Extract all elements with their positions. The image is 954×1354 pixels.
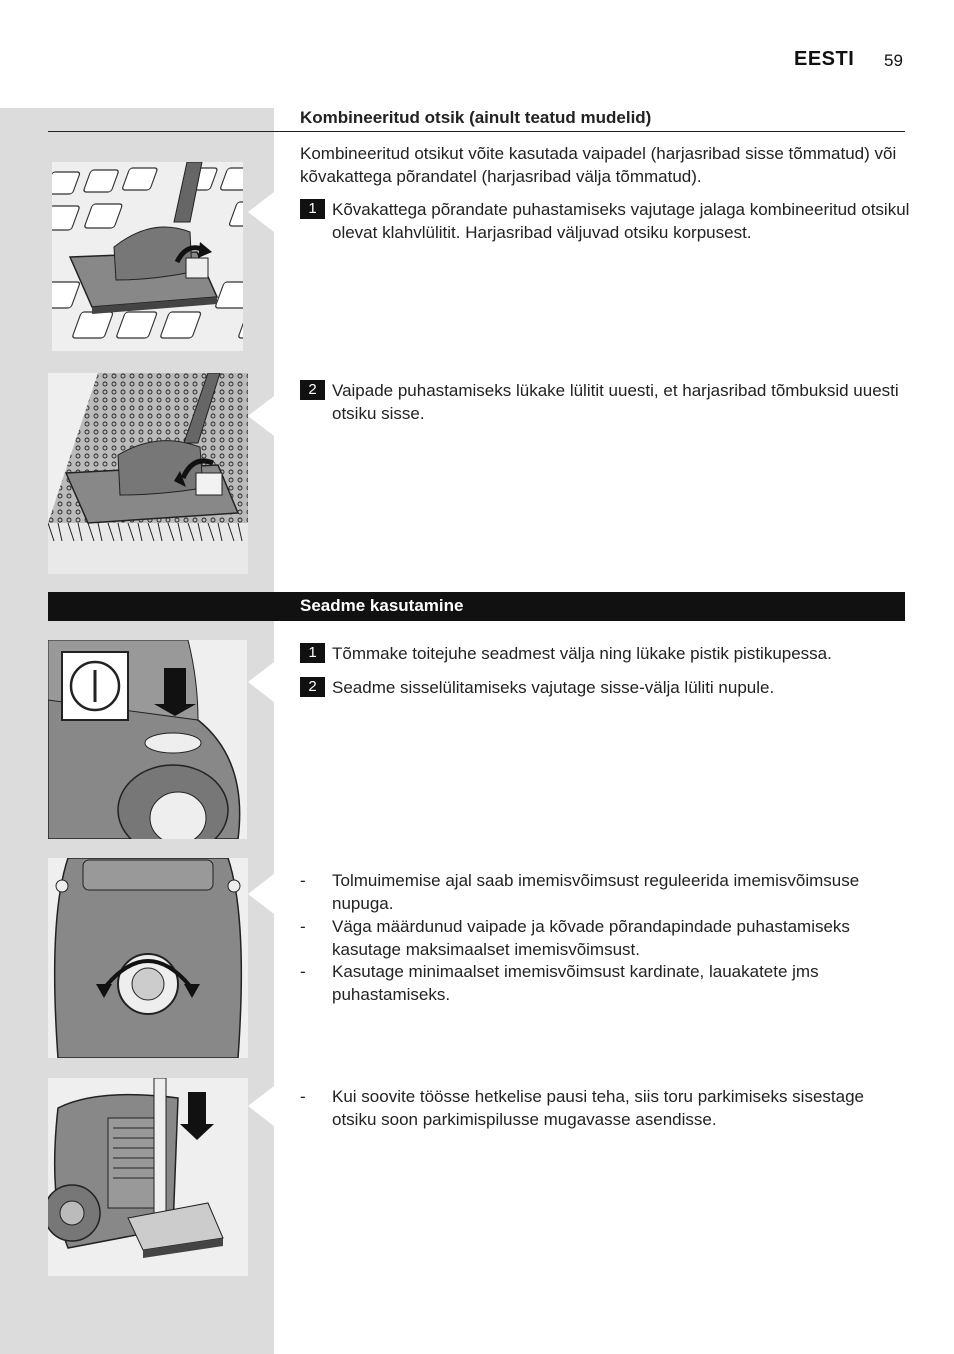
figure-parking: [48, 1078, 248, 1276]
step-text: Vaipade puhastamiseks lükake lülitit uuesti, et harjasribad tõmbuksid uuesti otsiku sisse.: [332, 381, 899, 423]
figure-carpet: [48, 373, 248, 574]
step-text: Seadme sisselülitamiseks vajutage sisse-välja lüliti nupule.: [332, 678, 775, 697]
figure-pointer: [248, 1086, 274, 1126]
section-intro: Kombineeritud otsikut võite kasutada vaipadel (harjasribad sisse tõmmatud) või kõvakattega põrandatel (harjasribad välja tõmmatud).: [300, 144, 897, 186]
step-number: 1: [300, 199, 325, 219]
figure-hard-floor: [52, 162, 243, 351]
figure-pointer: [248, 396, 274, 436]
nozzle-carpet-icon: [48, 373, 248, 574]
figure-pointer: [248, 662, 274, 702]
suction-dial-icon: [48, 858, 248, 1058]
power-button-icon: [48, 640, 247, 839]
step-text: Tõmmake toitejuhe seadmest välja ning lükake pistik pistikupessa.: [332, 644, 832, 663]
section-divider: [48, 131, 905, 132]
figure-suction-dial: [48, 858, 248, 1058]
language-label: EESTI: [794, 48, 855, 70]
section-bar: [48, 592, 905, 621]
step-1-plug-in: [300, 642, 910, 665]
step-2-switch-on: [300, 676, 910, 699]
step-number: 2: [300, 380, 325, 400]
step-number: 2: [300, 677, 325, 697]
parking-slot-icon: [48, 1078, 248, 1276]
section-title-combined-nozzle: Kombineeritud otsik (ainult teatud mudelid): [300, 108, 652, 127]
figure-power-button: [48, 640, 247, 839]
list-item: - Kasutage minimaalset imemisvõimsust kardinate, lauakatete jms puhastamiseks.: [300, 962, 819, 1004]
step-text: Kõvakattega põrandate puhastamiseks vajutage jalaga kombineeritud otsikul olevat klahvlülitit. Harjasribad väljuvad otsiku korpusest.: [332, 200, 910, 242]
step-number: 1: [300, 643, 325, 663]
figure-pointer: [248, 874, 274, 914]
list-item: - Väga määrdunud vaipade ja kõvade põrandapindade puhastamiseks kasutage maksimaalset imemisvõimsust.: [300, 917, 850, 959]
list-item: - Kui soovite töösse hetkelise pausi teha, siis toru parkimiseks sisestage otsiku soon parkimispilusse mugavasse asendisse.: [300, 1087, 864, 1129]
step-1-hard-floor: [300, 198, 910, 244]
step-2-carpet: [300, 379, 910, 425]
section-title-using-appliance: Seadme kasutamine: [300, 596, 464, 615]
figure-pointer: [248, 192, 274, 232]
list-item: - Tolmuimemise ajal saab imemisvõimsust reguleerida imemisvõimsuse nupuga.: [300, 871, 860, 913]
nozzle-hard-floor-icon: [52, 162, 243, 351]
page-number: 59: [884, 51, 903, 70]
